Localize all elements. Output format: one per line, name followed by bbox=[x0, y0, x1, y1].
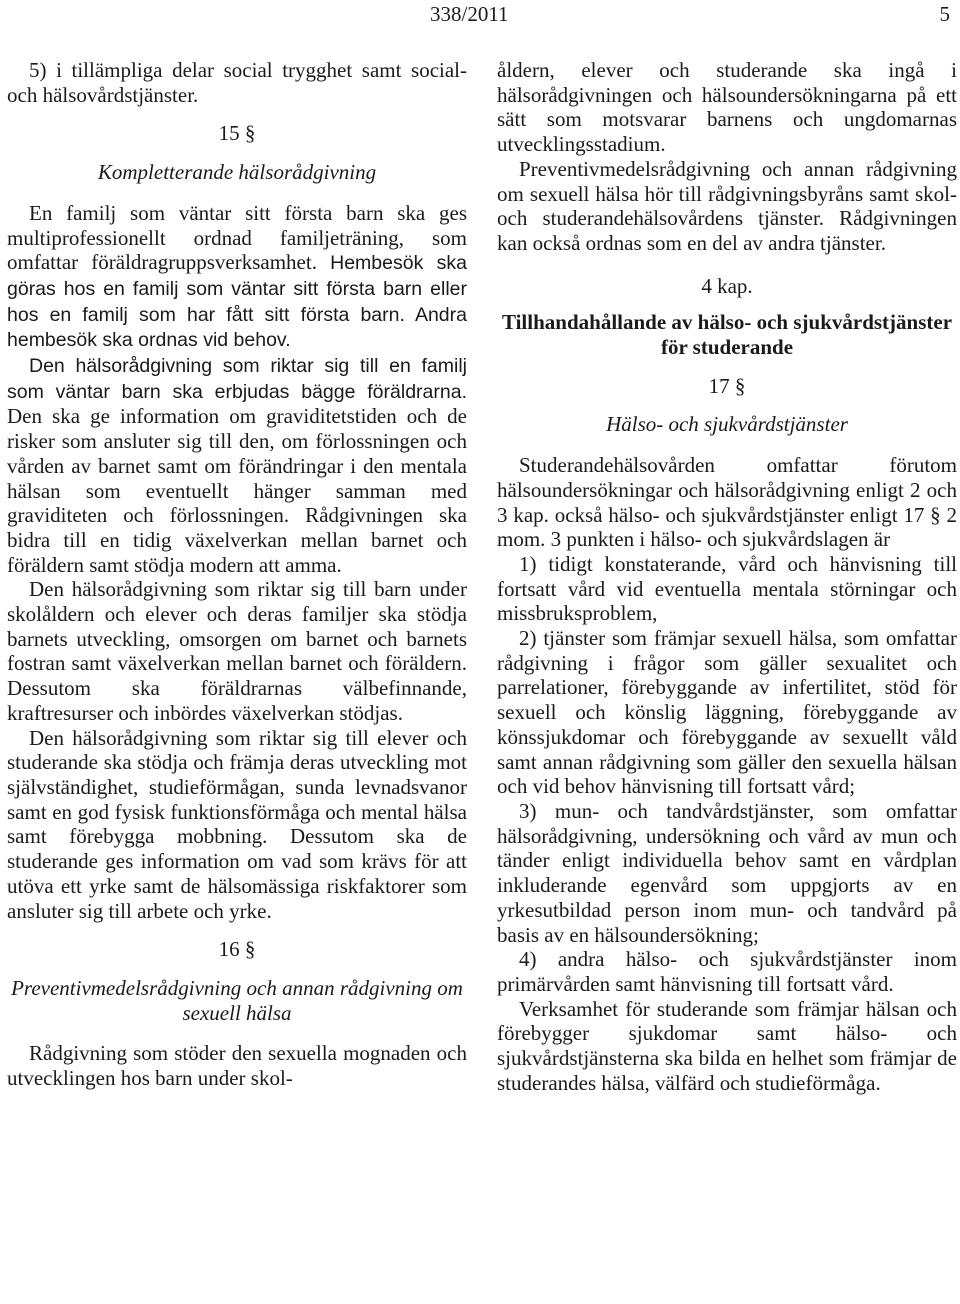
paragraph bbox=[7, 353, 467, 577]
section-heading-17: 17 § bbox=[708, 373, 746, 398]
chapter-title: Tillhandahållande av hälso- och sjukvårdstjänster för studerande bbox=[501, 310, 953, 360]
paragraph: Preventivmedelsrådgivning och annan rådgivning om sexuell hälsa hör till rådgivningsbyråns samt skol- och studerandehälsovårdens tjänster. Rådgivningen kan också ordnas som en del av andra tjänster. bbox=[497, 156, 957, 255]
paragraph: Studerandehälsovården omfattar förutom hälsoundersökningar och hälsorådgivning enligt 2 och 3 kap. också hälso- och sjukvårdstjänster enligt 17 § 2 mom. 3 punkten i hälso- och sjukvårdslagen är bbox=[497, 453, 957, 552]
section-heading-15: 15 § bbox=[218, 121, 256, 146]
paragraph: 5) i tillämpliga delar social trygghet samt social- och hälsovårdstjänster. bbox=[7, 58, 467, 107]
left-column bbox=[7, 58, 467, 1091]
section-title-17: Hälso- och sjukvårdstjänster bbox=[606, 412, 848, 437]
paragraph: Rådgivning som stöder den sexuella mognaden och utvecklingen hos barn under skol- bbox=[7, 1041, 467, 1091]
list-item: 4) andra hälso- och sjukvårdstjänster inom primärvården samt hänvisning till fortsatt vård. bbox=[497, 947, 957, 996]
list-item: 2) tjänster som främjar sexuell hälsa, som omfattar rådgivning i frågor som gäller sexualitet och parrelationer, förebyggande av infertilitet, stöd för sexuell och könslig läggning, förebyggande av könssjukdomar och förebyggande av sexuellt våld samt annan rådgivning som gäller den sexuella hälsan och vid behov hänvisning till fortsatt vård; bbox=[497, 626, 957, 799]
document-number: 338/2011 bbox=[430, 2, 509, 26]
paragraph-text-amended: Den hälsorådgivning som riktar sig till en familj som väntar barn ska erbjudas bägge föräldrarna. bbox=[7, 355, 467, 403]
list-item: 3) mun- och tandvårdstjänster, som omfattar hälsorådgivning, undersökning och vård av mun och tänder enligt individuella behov samt en vårdplan inkluderande egenvård som uppgjorts av en yrkesutbildad person inom mun- och tandvård på basis av en hälsoundersökning; bbox=[497, 798, 957, 947]
numbered-list bbox=[497, 552, 957, 997]
paragraph-text-amended: Hembesök ska göras hos en familj som väntar sitt första barn eller hos en familj som har fått sitt första barn. Andra hembesök ska ordnas vid behov. bbox=[7, 252, 467, 352]
page-number: 5 bbox=[939, 2, 950, 26]
right-column bbox=[497, 58, 957, 1095]
paragraph: åldern, elever och studerande ska ingå i hälsorådgivningen och hälsoundersökningarna på ett sätt som motsvarar barnens och ungdomarnas utvecklingsstadium. bbox=[497, 58, 957, 157]
chapter-number: 4 kap. bbox=[701, 273, 753, 298]
paragraph: Den hälsorådgivning som riktar sig till elever och studerande ska stödja och främja deras utveckling mot självständighet, studieförmågan, sunda levnadsvanor samt en god fysisk funktionsförmåga och mental hälsa samt förebygga mobbning. Dessutom ska de studerande ges information om vad som krävs för att utöva ett yrke samt de hälsomässiga riskfaktorer som ansluter sig till arbete och yrke. bbox=[7, 725, 467, 923]
paragraph-text: En familj som väntar sitt första barn ska ges multiprofessionellt ordnad familjeträning, som omfattar föräldragruppsverksamhet. bbox=[7, 200, 467, 275]
paragraph-text: Den ska ge information om graviditetstiden och de risker som ansluter sig till den, om förlossningen och vården av barnet samt om förändringar i den mentala hälsan som eventuellt hänger samman med graviditeten och förlossningen. Rådgivningen ska bidra till en tidig växelverkan mellan barnet och föräldern samt stödja modern att amma. bbox=[7, 404, 467, 577]
paragraph: Den hälsorådgivning som riktar sig till barn under skolåldern och elever och deras familjer ska stödja barnets utveckling, omsorgen om barnet och barnets fostran samt växelverkan mellan barnet och föräldern. Dessutom ska föräldrarnas välbefinnande, kraftresurser och inbördes växelverkan stödjas. bbox=[7, 577, 467, 725]
page-header bbox=[0, 2, 960, 34]
paragraph bbox=[7, 201, 467, 353]
paragraph: Verksamhet för studerande som främjar hälsan och förebygger sjukdomar samt hälso- och sjukvårdstjänsterna ska bilda en helhet som främjar de studerandes hälsa, välfärd och studieförmåga. bbox=[497, 996, 957, 1095]
section-heading-16: 16 § bbox=[218, 937, 256, 962]
list-item: 1) tidigt konstaterande, vård och hänvisning till fortsatt vård vid eventuella mentala störningar och missbruksproblem, bbox=[497, 551, 957, 626]
section-title-15: Kompletterande hälsorådgivning bbox=[97, 160, 377, 185]
section-title-16: Preventivmedelsrådgivning och annan rådgivning om sexuell hälsa bbox=[11, 975, 463, 1025]
